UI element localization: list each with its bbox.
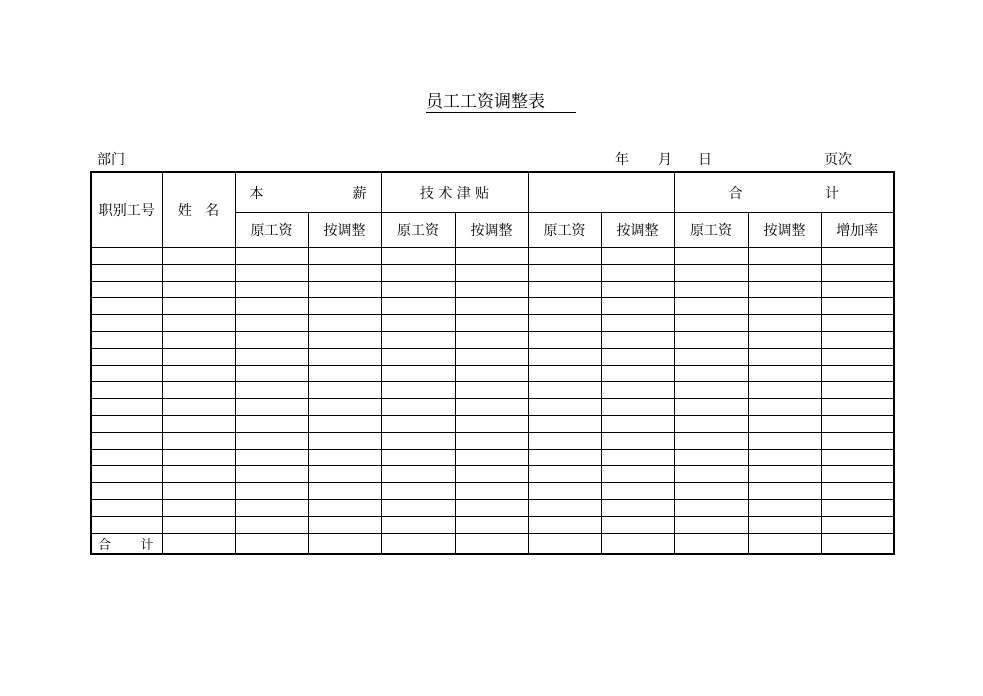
header-job-id: 职别工号 (91, 172, 162, 248)
table-cell[interactable] (162, 449, 235, 466)
table-cell[interactable] (455, 382, 528, 399)
total-cell[interactable] (235, 533, 308, 554)
table-cell[interactable] (162, 365, 235, 382)
table-cell[interactable] (235, 499, 308, 516)
table-cell[interactable] (455, 415, 528, 432)
table-cell[interactable] (528, 298, 601, 315)
table-cell[interactable] (455, 348, 528, 365)
table-cell[interactable] (235, 432, 308, 449)
table-cell[interactable] (455, 298, 528, 315)
table-cell[interactable] (91, 415, 162, 432)
month-label: 月 (658, 152, 672, 168)
table-cell[interactable] (674, 483, 748, 500)
table-cell[interactable] (821, 298, 894, 315)
table-cell[interactable] (674, 281, 748, 298)
total-cell[interactable] (162, 533, 235, 554)
table-cell[interactable] (455, 281, 528, 298)
table-row (91, 281, 894, 298)
table-row (91, 248, 894, 265)
table-cell[interactable] (308, 298, 381, 315)
table-cell[interactable] (674, 415, 748, 432)
total-cell[interactable] (455, 533, 528, 554)
table-cell[interactable] (748, 449, 821, 466)
table-cell[interactable] (528, 483, 601, 500)
table-cell[interactable] (235, 466, 308, 483)
table-cell[interactable] (674, 264, 748, 281)
table-cell[interactable] (308, 466, 381, 483)
table-cell[interactable] (235, 281, 308, 298)
table-cell[interactable] (674, 499, 748, 516)
table-cell[interactable] (455, 499, 528, 516)
table-cell[interactable] (235, 516, 308, 533)
table-cell[interactable] (528, 331, 601, 348)
header-total: 合 计 (674, 172, 894, 213)
table-cell[interactable] (235, 382, 308, 399)
table-cell[interactable] (162, 298, 235, 315)
table-cell[interactable] (821, 315, 894, 332)
table-cell[interactable] (528, 466, 601, 483)
table-cell[interactable] (162, 331, 235, 348)
table-cell[interactable] (308, 382, 381, 399)
table-cell[interactable] (235, 415, 308, 432)
table-cell[interactable] (162, 415, 235, 432)
table-cell[interactable] (381, 382, 455, 399)
table-cell[interactable] (601, 365, 674, 382)
table-cell[interactable] (91, 281, 162, 298)
table-cell[interactable] (91, 499, 162, 516)
total-cell[interactable] (674, 533, 748, 554)
table-cell[interactable] (748, 415, 821, 432)
table-cell[interactable] (455, 466, 528, 483)
table-cell[interactable] (308, 264, 381, 281)
table-cell[interactable] (821, 449, 894, 466)
table-row (91, 516, 894, 533)
table-cell[interactable] (821, 499, 894, 516)
table-cell[interactable] (455, 264, 528, 281)
table-cell[interactable] (381, 399, 455, 416)
table-cell[interactable] (601, 449, 674, 466)
table-cell[interactable] (162, 399, 235, 416)
sub-adjusted: 按调整 (455, 213, 528, 248)
table-cell[interactable] (601, 382, 674, 399)
table-cell[interactable] (455, 248, 528, 265)
table-cell[interactable] (91, 331, 162, 348)
sub-original-wage: 原工资 (381, 213, 455, 248)
table-cell[interactable] (748, 516, 821, 533)
table-cell[interactable] (308, 348, 381, 365)
table-cell[interactable] (162, 281, 235, 298)
table-cell[interactable] (381, 331, 455, 348)
table-cell[interactable] (821, 264, 894, 281)
table-cell[interactable] (601, 248, 674, 265)
sub-increase-rate: 增加率 (821, 213, 894, 248)
table-cell[interactable] (528, 281, 601, 298)
table-cell[interactable] (235, 449, 308, 466)
table-cell[interactable] (162, 315, 235, 332)
sub-adjusted: 按调整 (308, 213, 381, 248)
table-cell[interactable] (455, 449, 528, 466)
table-cell[interactable] (381, 248, 455, 265)
table-cell[interactable] (601, 483, 674, 500)
sub-original-wage: 原工资 (528, 213, 601, 248)
table-cell[interactable] (162, 516, 235, 533)
table-cell[interactable] (91, 248, 162, 265)
table-cell[interactable] (381, 348, 455, 365)
table-row (91, 499, 894, 516)
table-cell[interactable] (821, 483, 894, 500)
table-cell[interactable] (674, 348, 748, 365)
table-cell[interactable] (674, 449, 748, 466)
table-cell[interactable] (601, 499, 674, 516)
table-cell[interactable] (528, 499, 601, 516)
total-cell[interactable] (821, 533, 894, 554)
table-cell[interactable] (748, 365, 821, 382)
table-cell[interactable] (308, 483, 381, 500)
table-cell[interactable] (235, 248, 308, 265)
table-cell[interactable] (601, 466, 674, 483)
table-cell[interactable] (308, 415, 381, 432)
table-cell[interactable] (381, 415, 455, 432)
table-cell[interactable] (748, 281, 821, 298)
table-cell[interactable] (748, 399, 821, 416)
page-title: 员工工资调整表 (426, 92, 576, 113)
table-row (91, 466, 894, 483)
table-cell[interactable] (601, 432, 674, 449)
table-cell[interactable] (821, 281, 894, 298)
table-cell[interactable] (308, 449, 381, 466)
table-cell[interactable] (821, 348, 894, 365)
table-cell[interactable] (455, 315, 528, 332)
table-cell[interactable] (601, 415, 674, 432)
table-cell[interactable] (821, 415, 894, 432)
table-row (91, 298, 894, 315)
table-cell[interactable] (162, 483, 235, 500)
header-blank-group (528, 172, 674, 213)
total-cell[interactable] (381, 533, 455, 554)
table-cell[interactable] (748, 382, 821, 399)
table-row (91, 399, 894, 416)
table-row (91, 331, 894, 348)
table-cell[interactable] (821, 248, 894, 265)
table-cell[interactable] (381, 264, 455, 281)
total-row (91, 533, 894, 554)
table-cell[interactable] (748, 298, 821, 315)
sub-adjusted: 按调整 (601, 213, 674, 248)
table-cell[interactable] (601, 516, 674, 533)
table-cell[interactable] (601, 281, 674, 298)
table-row (91, 365, 894, 382)
table-cell[interactable] (528, 449, 601, 466)
table-cell[interactable] (162, 466, 235, 483)
table-cell[interactable] (455, 516, 528, 533)
table-cell[interactable] (674, 516, 748, 533)
table-cell[interactable] (91, 483, 162, 500)
table-cell[interactable] (91, 466, 162, 483)
table-cell[interactable] (235, 264, 308, 281)
table-cell[interactable] (455, 331, 528, 348)
sub-adjusted: 按调整 (748, 213, 821, 248)
table-cell[interactable] (91, 365, 162, 382)
table-cell[interactable] (748, 248, 821, 265)
table-cell[interactable] (674, 248, 748, 265)
table-cell[interactable] (235, 315, 308, 332)
table-cell[interactable] (308, 248, 381, 265)
table-cell[interactable] (235, 298, 308, 315)
sub-original-wage: 原工资 (674, 213, 748, 248)
table-cell[interactable] (528, 415, 601, 432)
table-cell[interactable] (381, 466, 455, 483)
header-tech-allowance: 技 术 津 贴 (381, 172, 528, 213)
table-cell[interactable] (91, 348, 162, 365)
table-cell[interactable] (381, 365, 455, 382)
table-cell[interactable] (308, 399, 381, 416)
table-cell[interactable] (748, 315, 821, 332)
table-cell[interactable] (235, 483, 308, 500)
table-cell[interactable] (674, 466, 748, 483)
table-cell[interactable] (162, 432, 235, 449)
table-cell[interactable] (748, 499, 821, 516)
table-cell[interactable] (308, 432, 381, 449)
header-name: 姓 名 (162, 172, 235, 248)
table-cell[interactable] (748, 264, 821, 281)
header-row-1 (91, 172, 894, 213)
table-cell[interactable] (748, 331, 821, 348)
table-row (91, 315, 894, 332)
day-label: 日 (698, 152, 712, 168)
data-rows (91, 248, 894, 534)
table-cell[interactable] (821, 365, 894, 382)
table-cell[interactable] (601, 298, 674, 315)
sub-original-wage: 原工资 (235, 213, 308, 248)
table-cell[interactable] (528, 516, 601, 533)
table-cell[interactable] (381, 449, 455, 466)
table-cell[interactable] (455, 432, 528, 449)
table-cell[interactable] (162, 264, 235, 281)
table-cell[interactable] (162, 499, 235, 516)
total-cell[interactable] (601, 533, 674, 554)
table-cell[interactable] (91, 516, 162, 533)
header-base-pay: 本 薪 (235, 172, 381, 213)
table-cell[interactable] (528, 264, 601, 281)
table-cell[interactable] (91, 449, 162, 466)
table-cell[interactable] (528, 348, 601, 365)
table-cell[interactable] (674, 331, 748, 348)
table-cell[interactable] (381, 516, 455, 533)
table-cell[interactable] (674, 382, 748, 399)
table-cell[interactable] (748, 432, 821, 449)
table-cell[interactable] (91, 298, 162, 315)
table-cell[interactable] (308, 365, 381, 382)
table-cell[interactable] (455, 365, 528, 382)
table-cell[interactable] (821, 516, 894, 533)
table-cell[interactable] (528, 365, 601, 382)
table-cell[interactable] (381, 499, 455, 516)
table-cell[interactable] (455, 399, 528, 416)
table-row (91, 415, 894, 432)
table-cell[interactable] (528, 248, 601, 265)
table-cell[interactable] (235, 365, 308, 382)
table-cell[interactable] (381, 483, 455, 500)
table-cell[interactable] (91, 432, 162, 449)
table-cell[interactable] (235, 348, 308, 365)
table-cell[interactable] (235, 399, 308, 416)
table-cell[interactable] (601, 348, 674, 365)
table-cell[interactable] (748, 483, 821, 500)
table-cell[interactable] (91, 264, 162, 281)
total-cell[interactable] (308, 533, 381, 554)
table-cell[interactable] (162, 248, 235, 265)
table-cell[interactable] (381, 281, 455, 298)
table-cell[interactable] (528, 432, 601, 449)
department-label: 部门 (97, 152, 125, 168)
table-cell[interactable] (674, 365, 748, 382)
table-row (91, 382, 894, 399)
table-cell[interactable] (674, 432, 748, 449)
table-cell[interactable] (162, 348, 235, 365)
table-cell[interactable] (821, 399, 894, 416)
table-cell[interactable] (601, 331, 674, 348)
table-cell[interactable] (528, 315, 601, 332)
table-row (91, 264, 894, 281)
table-row (91, 483, 894, 500)
table-cell[interactable] (748, 466, 821, 483)
table-cell[interactable] (674, 298, 748, 315)
table-row (91, 432, 894, 449)
total-cell[interactable] (528, 533, 601, 554)
table-cell[interactable] (821, 432, 894, 449)
salary-adjustment-table (90, 171, 895, 555)
table-cell[interactable] (748, 348, 821, 365)
table-cell[interactable] (381, 315, 455, 332)
table-cell[interactable] (308, 281, 381, 298)
year-label: 年 (615, 152, 629, 168)
table-row (91, 449, 894, 466)
table-cell[interactable] (821, 466, 894, 483)
table-row (91, 348, 894, 365)
table-cell[interactable] (91, 399, 162, 416)
table-cell[interactable] (91, 382, 162, 399)
table-cell[interactable] (308, 499, 381, 516)
table-cell[interactable] (308, 331, 381, 348)
table-cell[interactable] (91, 315, 162, 332)
total-cell[interactable] (748, 533, 821, 554)
table-cell[interactable] (528, 399, 601, 416)
table-cell[interactable] (455, 483, 528, 500)
table-cell[interactable] (308, 516, 381, 533)
total-label: 合 计 (91, 533, 162, 554)
page-number-label: 页次 (824, 152, 852, 168)
table-cell[interactable] (528, 382, 601, 399)
table-cell[interactable] (674, 399, 748, 416)
table-cell[interactable] (162, 382, 235, 399)
table-cell[interactable] (308, 315, 381, 332)
table-cell[interactable] (674, 315, 748, 332)
table-cell[interactable] (601, 399, 674, 416)
table-cell[interactable] (601, 264, 674, 281)
table-cell[interactable] (235, 331, 308, 348)
table-cell[interactable] (821, 331, 894, 348)
table-cell[interactable] (381, 432, 455, 449)
table-cell[interactable] (601, 315, 674, 332)
table-cell[interactable] (381, 298, 455, 315)
table-cell[interactable] (821, 382, 894, 399)
